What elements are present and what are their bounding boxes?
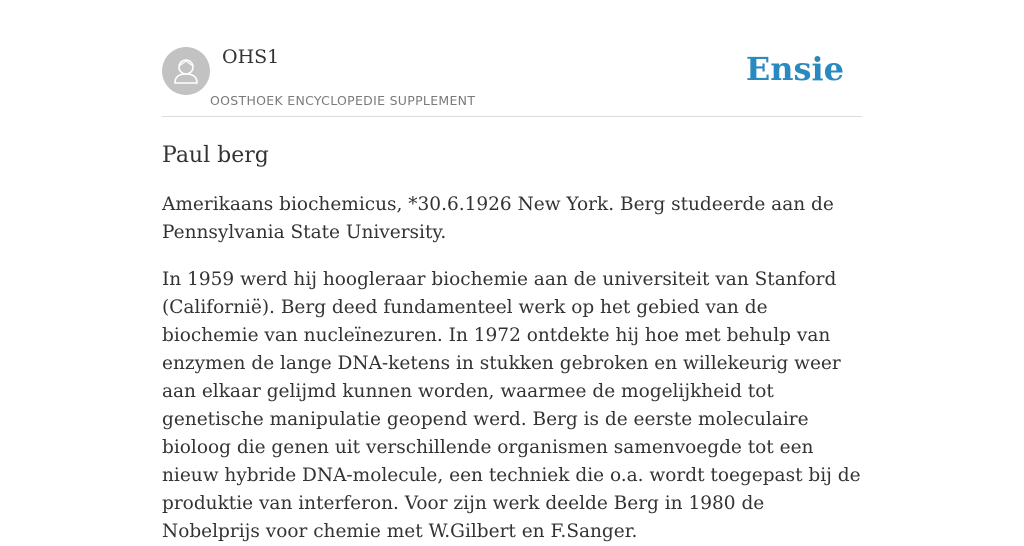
site-subtitle[interactable]: OOSTHOEK ENCYCLOPEDIE SUPPLEMENT	[210, 93, 476, 108]
article-title: Paul berg	[162, 143, 269, 168]
page-container	[162, 0, 862, 546]
user-icon	[162, 47, 210, 95]
avatar[interactable]	[162, 47, 210, 95]
article-paragraph-2: In 1959 werd hij hoogleraar biochemie aan de universiteit van Stanford (Californië). Berg deed fundamenteel werk op het gebied van de biochemie van nucleïnezuren. In 1972 ontdekte hij hoe met behulp van enzymen de lange DNA-ketens in stukken gebroken en willekeurig weer aan elkaar gelijmd kunnen worden, waarmee de mogelijkheid tot genetische manipulatie geopend werd. Berg is de eerste moleculaire bioloog die genen uit verschillende organismen samenvoegde tot een nieuw hybride DNA-molecule, een techniek die o.a. wordt toegepast bij de produktie van interferon. Voor zijn werk deelde Berg in 1980 de Nobelprijs voor chemie met W.Gilbert en F.Sanger.	[162, 269, 861, 542]
site-name[interactable]: OHS1	[222, 46, 280, 68]
brand-logo[interactable]: Ensie	[745, 50, 844, 88]
article-paragraph-1: Amerikaans biochemicus, *30.6.1926 New York. Berg studeerde aan de Pennsylvania State University.	[162, 194, 834, 243]
page-header	[162, 0, 862, 117]
